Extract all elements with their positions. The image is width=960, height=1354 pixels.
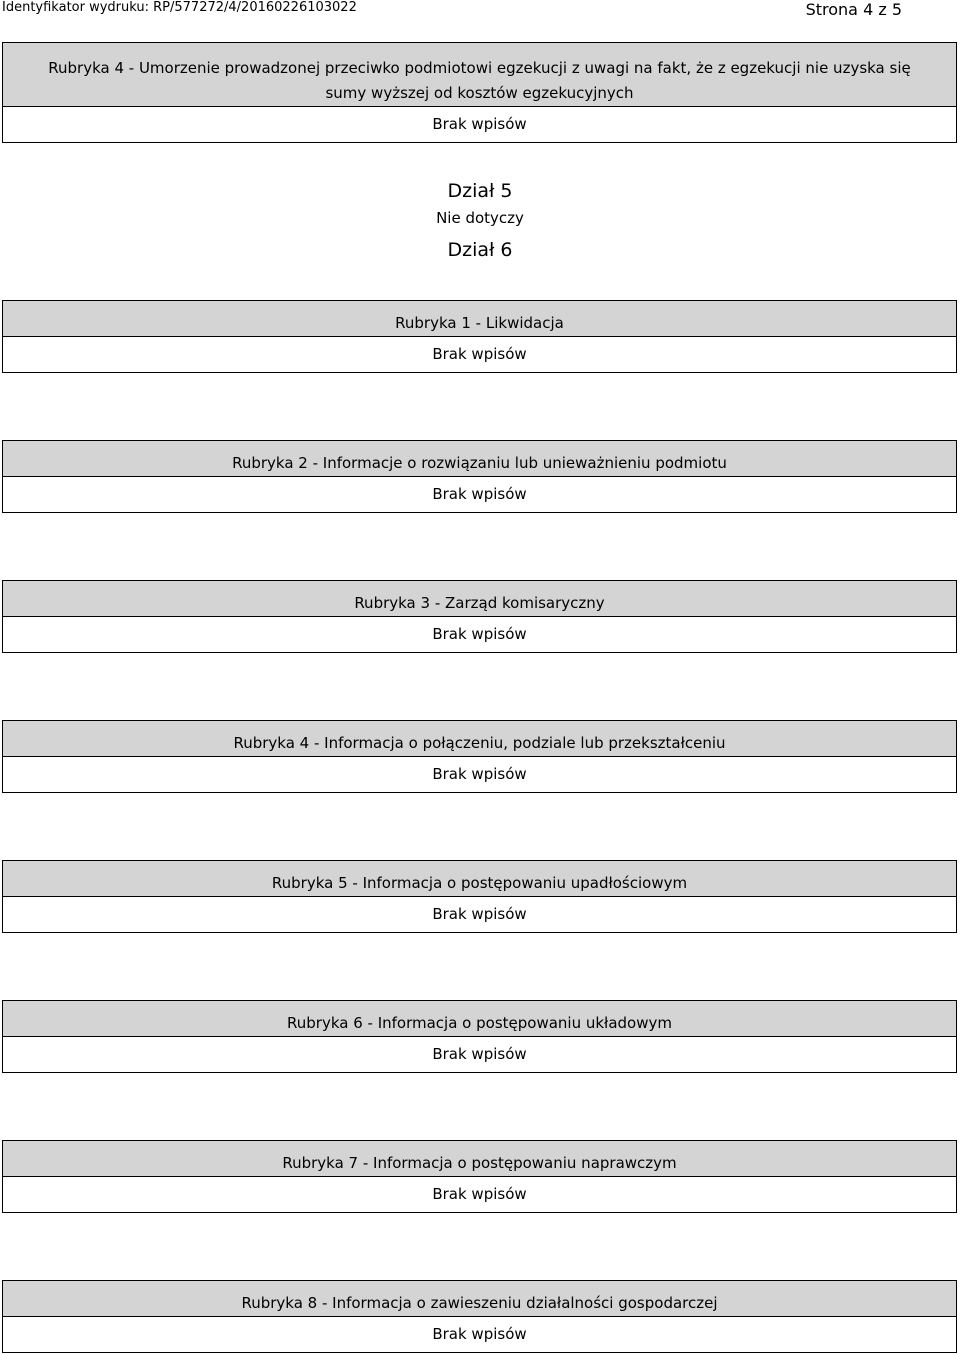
rubric-body: Brak wpisów <box>432 765 527 783</box>
rubric-body: Brak wpisów <box>432 905 527 923</box>
page-number: Strona 4 z 5 <box>805 0 902 19</box>
page-header <box>0 0 960 19</box>
rubric-body: Brak wpisów <box>432 115 527 133</box>
rubric-box <box>2 1280 957 1353</box>
rubric-header: Rubryka 5 - Informacja o postępowaniu upadłościowym <box>3 861 956 897</box>
rubric-body: Brak wpisów <box>432 1185 527 1203</box>
print-identifier: Identyfikator wydruku: RP/577272/4/20160226103022 <box>2 0 357 15</box>
rubric-box <box>2 1000 957 1073</box>
rubric-box <box>2 300 957 373</box>
rubric-header <box>3 43 956 107</box>
rubric-box <box>2 580 957 653</box>
rubric-box <box>2 720 957 793</box>
rubric-box <box>2 440 957 513</box>
section-5-title: Dział 5 <box>447 180 513 202</box>
rubric-box <box>2 1140 957 1213</box>
rubric-header: Rubryka 4 - Informacja o połączeniu, podziale lub przekształceniu <box>3 721 956 757</box>
rubric-title-line1: Rubryka 4 - Umorzenie prowadzonej przeciwko podmiotowi egzekucji z uwagi na fakt, że z egzekucji nie uzyska się <box>48 59 911 77</box>
rubric-title-line2: sumy wyższej od kosztów egzekucyjnych <box>325 84 634 102</box>
rubric-header: Rubryka 2 - Informacje o rozwiązaniu lub unieważnieniu podmiotu <box>3 441 956 477</box>
rubric-body: Brak wpisów <box>432 1325 527 1343</box>
rubric-header: Rubryka 3 - Zarząd komisaryczny <box>3 581 956 617</box>
rubric-box-top <box>2 42 957 143</box>
rubric-header: Rubryka 8 - Informacja o zawieszeniu działalności gospodarczej <box>3 1281 956 1317</box>
rubric-box <box>2 860 957 933</box>
section-6-title: Dział 6 <box>447 239 513 261</box>
rubric-body: Brak wpisów <box>432 625 527 643</box>
rubric-header: Rubryka 6 - Informacja o postępowaniu układowym <box>3 1001 956 1037</box>
section-5-note: Nie dotyczy <box>436 209 524 227</box>
rubric-body: Brak wpisów <box>432 485 527 503</box>
rubric-body: Brak wpisów <box>432 1045 527 1063</box>
rubric-header: Rubryka 1 - Likwidacja <box>3 301 956 337</box>
rubric-body: Brak wpisów <box>432 345 527 363</box>
rubric-header: Rubryka 7 - Informacja o postępowaniu naprawczym <box>3 1141 956 1177</box>
